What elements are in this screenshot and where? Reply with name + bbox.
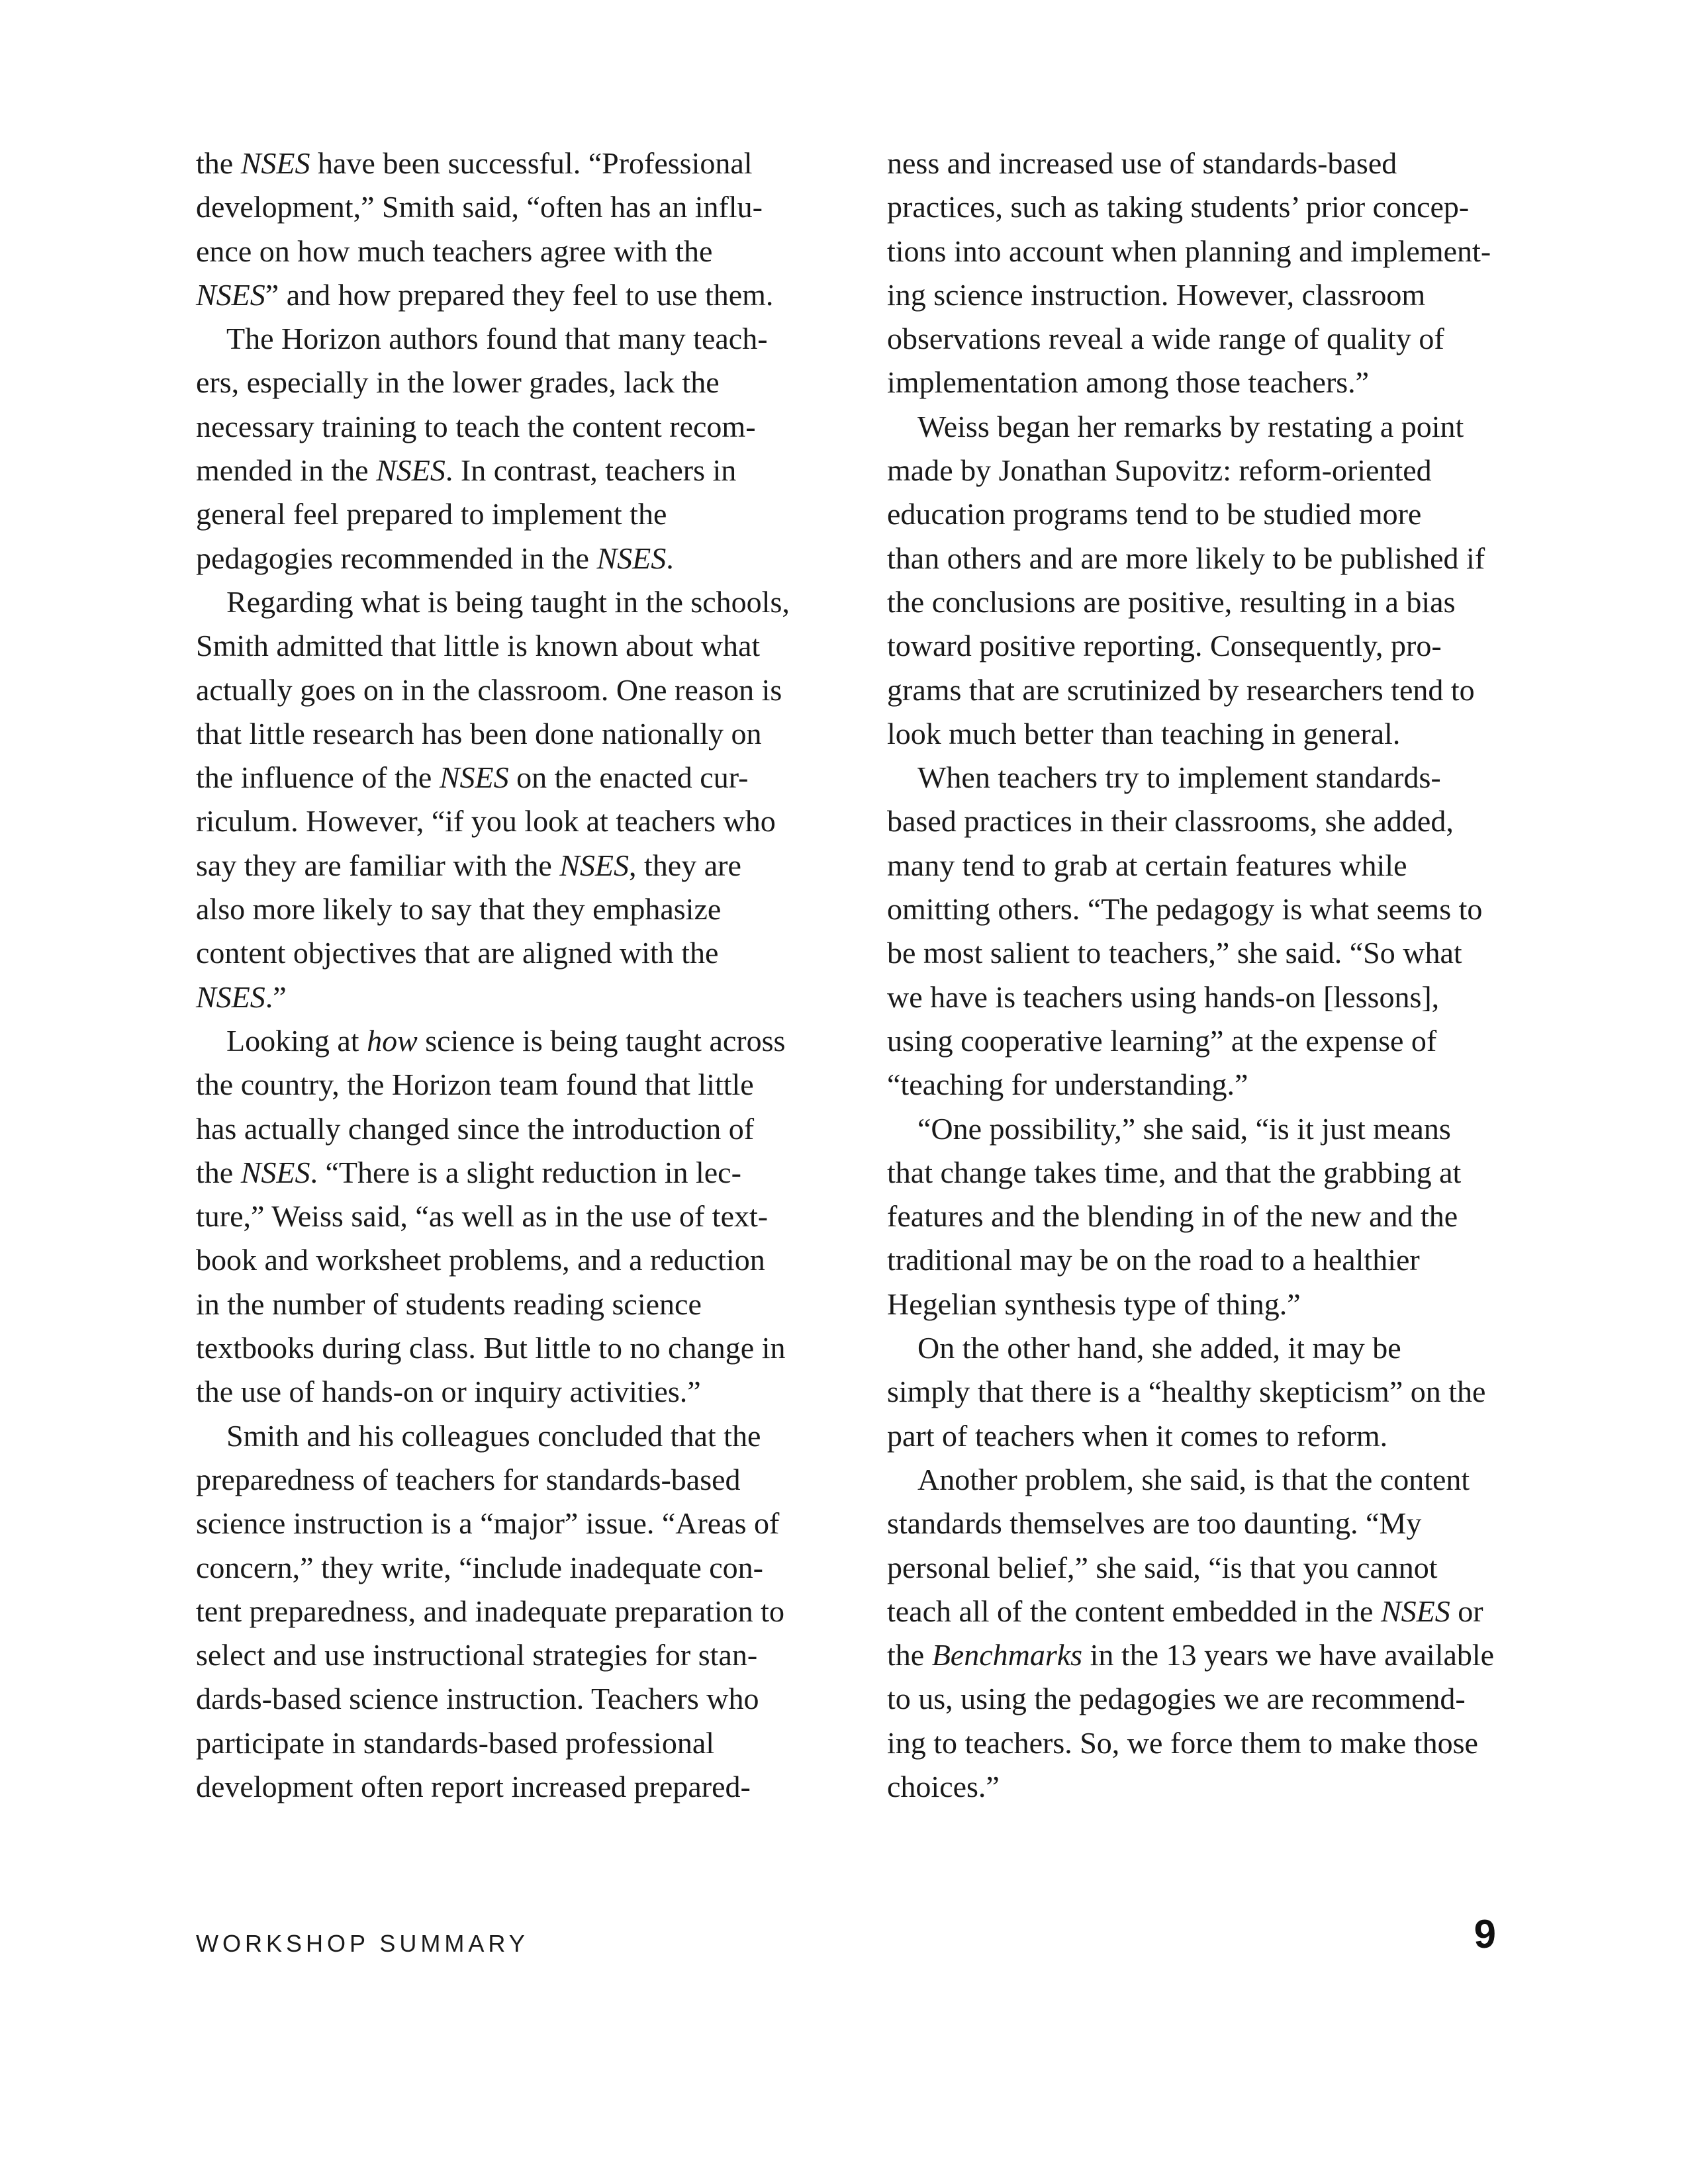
text-line	[887, 1414, 1549, 1458]
text-segment: on the enacted cur-	[508, 760, 749, 795]
text-segment: textbooks during class. But little to no change in	[196, 1331, 786, 1365]
text-line	[196, 1326, 858, 1370]
text-segment: ture,” Weiss said, “as well as in the use of text-	[196, 1199, 769, 1234]
text-line	[887, 1107, 1549, 1151]
text-line	[196, 1765, 858, 1809]
text-segment: omitting others. “The pedagogy is what seems to	[887, 892, 1483, 927]
text-segment: concern,” they write, “include inadequate con-	[196, 1550, 763, 1584]
italic-text: NSES	[439, 760, 509, 795]
text-line	[196, 976, 858, 1019]
text-line	[887, 1019, 1549, 1063]
text-segment: using cooperative learning” at the expense of	[887, 1023, 1437, 1058]
italic-text: NSES	[596, 541, 667, 575]
text-segment: , they are	[629, 848, 741, 882]
text-segment: Weiss began her remarks by restating a point	[917, 409, 1464, 443]
text-segment: ing to teachers. So, we force them to make those	[887, 1725, 1478, 1760]
text-line	[887, 1721, 1549, 1765]
text-line	[196, 273, 858, 317]
text-segment: or	[1450, 1594, 1483, 1628]
text-segment: The Horizon authors found that many teach-	[226, 322, 768, 356]
text-segment: toward positive reporting. Consequently, pro-	[887, 629, 1442, 663]
text-line	[887, 273, 1549, 317]
text-segment: science is being taught across	[417, 1023, 786, 1058]
text-segment: “teaching for understanding.”	[887, 1068, 1248, 1102]
text-line	[196, 1151, 858, 1195]
text-segment: the use of hands-on or inquiry activities.”	[196, 1375, 701, 1409]
left-text-column	[196, 142, 858, 1809]
text-segment: many tend to grab at certain features while	[887, 848, 1407, 882]
text-segment: be most salient to teachers,” she said. “So what	[887, 936, 1462, 970]
text-line	[887, 1063, 1549, 1107]
text-line	[196, 887, 858, 931]
text-line	[196, 142, 858, 185]
running-footer-title: WORKSHOP SUMMARY	[196, 1930, 529, 1957]
text-line	[887, 1590, 1549, 1633]
text-line	[196, 1370, 858, 1414]
italic-text: NSES	[240, 146, 310, 180]
text-segment: .	[666, 541, 674, 575]
text-line	[196, 931, 858, 975]
text-line	[196, 844, 858, 887]
text-segment: observations reveal a wide range of quality of	[887, 322, 1444, 356]
text-line	[887, 537, 1549, 580]
text-segment: Hegelian synthesis type of thing.”	[887, 1287, 1301, 1321]
text-segment: development often report increased prepared-	[196, 1769, 751, 1803]
text-line	[887, 1326, 1549, 1370]
text-line	[196, 185, 858, 229]
text-segment: preparedness of teachers for standards-based	[196, 1462, 741, 1496]
text-segment: ers, especially in the lower grades, lack the	[196, 365, 720, 400]
page-number: 9	[1474, 1912, 1496, 1956]
text-segment: general feel prepared to implement the	[196, 497, 667, 531]
text-segment: development,” Smith said, “often has an influ-	[196, 190, 763, 224]
text-segment: mended in the	[196, 453, 377, 488]
text-segment: the influence of the	[196, 760, 440, 795]
text-line	[196, 1019, 858, 1063]
text-line	[887, 668, 1549, 712]
text-line	[196, 1107, 858, 1151]
text-line	[887, 1502, 1549, 1545]
text-segment: tent preparedness, and inadequate preparation to	[196, 1594, 784, 1628]
text-line	[196, 361, 858, 404]
text-segment: tions into account when planning and implement-	[887, 234, 1491, 268]
text-line	[196, 668, 858, 712]
text-segment: .”	[265, 979, 287, 1014]
text-line	[196, 492, 858, 536]
text-segment: select and use instructional strategies for stan-	[196, 1638, 758, 1672]
text-line	[196, 799, 858, 843]
text-segment: the	[196, 146, 241, 180]
text-segment: to us, using the pedagogies we are recommend-	[887, 1682, 1466, 1716]
text-segment: book and worksheet problems, and a reduction	[196, 1243, 765, 1277]
right-text-column	[887, 142, 1549, 1809]
text-segment: “One possibility,” she said, “is it just means	[917, 1111, 1451, 1146]
text-line	[887, 624, 1549, 668]
text-segment: Smith admitted that little is known about what	[196, 629, 761, 663]
text-segment: that change takes time, and that the grabbing at	[887, 1155, 1462, 1189]
text-line	[887, 1633, 1549, 1677]
text-segment: practices, such as taking students’ prior concep-	[887, 190, 1470, 224]
text-segment: traditional may be on the road to a healthier	[887, 1243, 1420, 1277]
text-line	[887, 799, 1549, 843]
text-line	[887, 317, 1549, 361]
text-line	[887, 361, 1549, 404]
text-line	[887, 142, 1549, 185]
text-line	[196, 1721, 858, 1765]
text-line	[887, 1677, 1549, 1721]
text-segment: On the other hand, she added, it may be	[917, 1331, 1401, 1365]
italic-text: NSES	[1380, 1594, 1450, 1628]
text-line	[196, 230, 858, 273]
text-segment: dards-based science instruction. Teachers who	[196, 1682, 759, 1716]
text-segment: the	[887, 1638, 932, 1672]
text-segment: in the 13 years we have available	[1082, 1638, 1495, 1672]
text-segment: When teachers try to implement standards-	[917, 760, 1441, 795]
text-line	[887, 756, 1549, 799]
text-segment: ing science instruction. However, classroom	[887, 277, 1426, 312]
text-segment: based practices in their classrooms, she added,	[887, 804, 1454, 839]
text-line	[196, 624, 858, 668]
text-segment: pedagogies recommended in the	[196, 541, 597, 575]
text-segment: ence on how much teachers agree with the	[196, 234, 713, 268]
text-segment: also more likely to say that they emphasize	[196, 892, 722, 927]
text-line	[887, 844, 1549, 887]
text-line	[196, 1546, 858, 1590]
text-line	[196, 1063, 858, 1107]
text-line	[196, 1195, 858, 1238]
text-segment: Another problem, she said, is that the content	[917, 1462, 1470, 1496]
text-line	[196, 1458, 858, 1502]
text-segment: Regarding what is being taught in the schools,	[226, 584, 790, 619]
text-segment: the	[196, 1155, 241, 1189]
text-line	[196, 537, 858, 580]
text-line	[887, 580, 1549, 624]
text-segment: Looking at	[226, 1023, 367, 1058]
text-segment: . In contrast, teachers in	[445, 453, 737, 488]
text-line	[887, 230, 1549, 273]
text-line	[196, 1633, 858, 1677]
text-segment: riculum. However, “if you look at teachers who	[196, 804, 776, 839]
italic-text: how	[367, 1023, 418, 1058]
italic-text: NSES	[240, 1155, 310, 1189]
text-line	[196, 405, 858, 449]
text-segment: ” and how prepared they feel to use them.	[265, 277, 774, 312]
italic-text: NSES	[196, 277, 265, 312]
text-line	[887, 887, 1549, 931]
text-line	[887, 1458, 1549, 1502]
text-segment: we have is teachers using hands-on [lessons],	[887, 979, 1440, 1014]
text-segment: have been successful. “Professional	[310, 146, 753, 180]
text-line	[887, 1283, 1549, 1326]
text-line	[887, 185, 1549, 229]
text-line	[887, 931, 1549, 975]
text-segment: science instruction is a “major” issue. “Areas of	[196, 1506, 780, 1541]
text-segment: content objectives that are aligned with the	[196, 936, 719, 970]
text-segment: personal belief,” she said, “is that you cannot	[887, 1550, 1438, 1584]
text-segment: choices.”	[887, 1769, 1000, 1803]
text-line	[196, 1283, 858, 1326]
text-segment: simply that there is a “healthy skepticism” on the	[887, 1375, 1486, 1409]
italic-text: NSES	[559, 848, 630, 882]
text-segment: the country, the Horizon team found that little	[196, 1068, 754, 1102]
text-segment: ness and increased use of standards-based	[887, 146, 1397, 180]
text-segment: made by Jonathan Supovitz: reform-oriented	[887, 453, 1432, 488]
text-line	[887, 1238, 1549, 1282]
text-segment: the conclusions are positive, resulting in a bias	[887, 584, 1456, 619]
text-line	[887, 1195, 1549, 1238]
text-line	[887, 405, 1549, 449]
text-segment: has actually changed since the introduction of	[196, 1111, 755, 1146]
text-line	[196, 1677, 858, 1721]
text-segment: teach all of the content embedded in the	[887, 1594, 1381, 1628]
text-segment: in the number of students reading science	[196, 1287, 702, 1321]
text-segment: actually goes on in the classroom. One reason is	[196, 672, 782, 707]
text-segment: look much better than teaching in general.	[887, 716, 1401, 751]
text-segment: say they are familiar with the	[196, 848, 560, 882]
text-line	[887, 1151, 1549, 1195]
text-line	[887, 1765, 1549, 1809]
text-line	[196, 1414, 858, 1458]
text-segment: . “There is a slight reduction in lec-	[310, 1155, 741, 1189]
text-line	[196, 1502, 858, 1545]
text-line	[196, 580, 858, 624]
text-line	[887, 492, 1549, 536]
text-segment: grams that are scrutinized by researchers tend to	[887, 672, 1475, 707]
text-segment: participate in standards-based professional	[196, 1725, 715, 1760]
text-line	[196, 756, 858, 799]
italic-text: Benchmarks	[931, 1638, 1083, 1672]
text-line	[196, 1238, 858, 1282]
italic-text: NSES	[196, 979, 265, 1014]
text-line	[887, 712, 1549, 756]
text-segment: features and the blending in of the new and the	[887, 1199, 1458, 1234]
text-segment: education programs tend to be studied more	[887, 497, 1422, 531]
text-line	[196, 712, 858, 756]
text-line	[887, 1546, 1549, 1590]
text-segment: Smith and his colleagues concluded that the	[226, 1418, 761, 1453]
text-line	[196, 317, 858, 361]
text-segment: part of teachers when it comes to reform.	[887, 1418, 1388, 1453]
text-line	[887, 449, 1549, 492]
text-segment: that little research has been done nationally on	[196, 716, 762, 751]
text-segment: implementation among those teachers.”	[887, 365, 1370, 400]
italic-text: NSES	[376, 453, 445, 488]
text-line	[196, 1590, 858, 1633]
text-segment: necessary training to teach the content recom-	[196, 409, 756, 443]
text-line	[887, 1370, 1549, 1414]
text-line	[887, 976, 1549, 1019]
text-line	[196, 449, 858, 492]
text-segment: than others and are more likely to be published if	[887, 541, 1485, 575]
text-segment: standards themselves are too daunting. “My	[887, 1506, 1422, 1541]
